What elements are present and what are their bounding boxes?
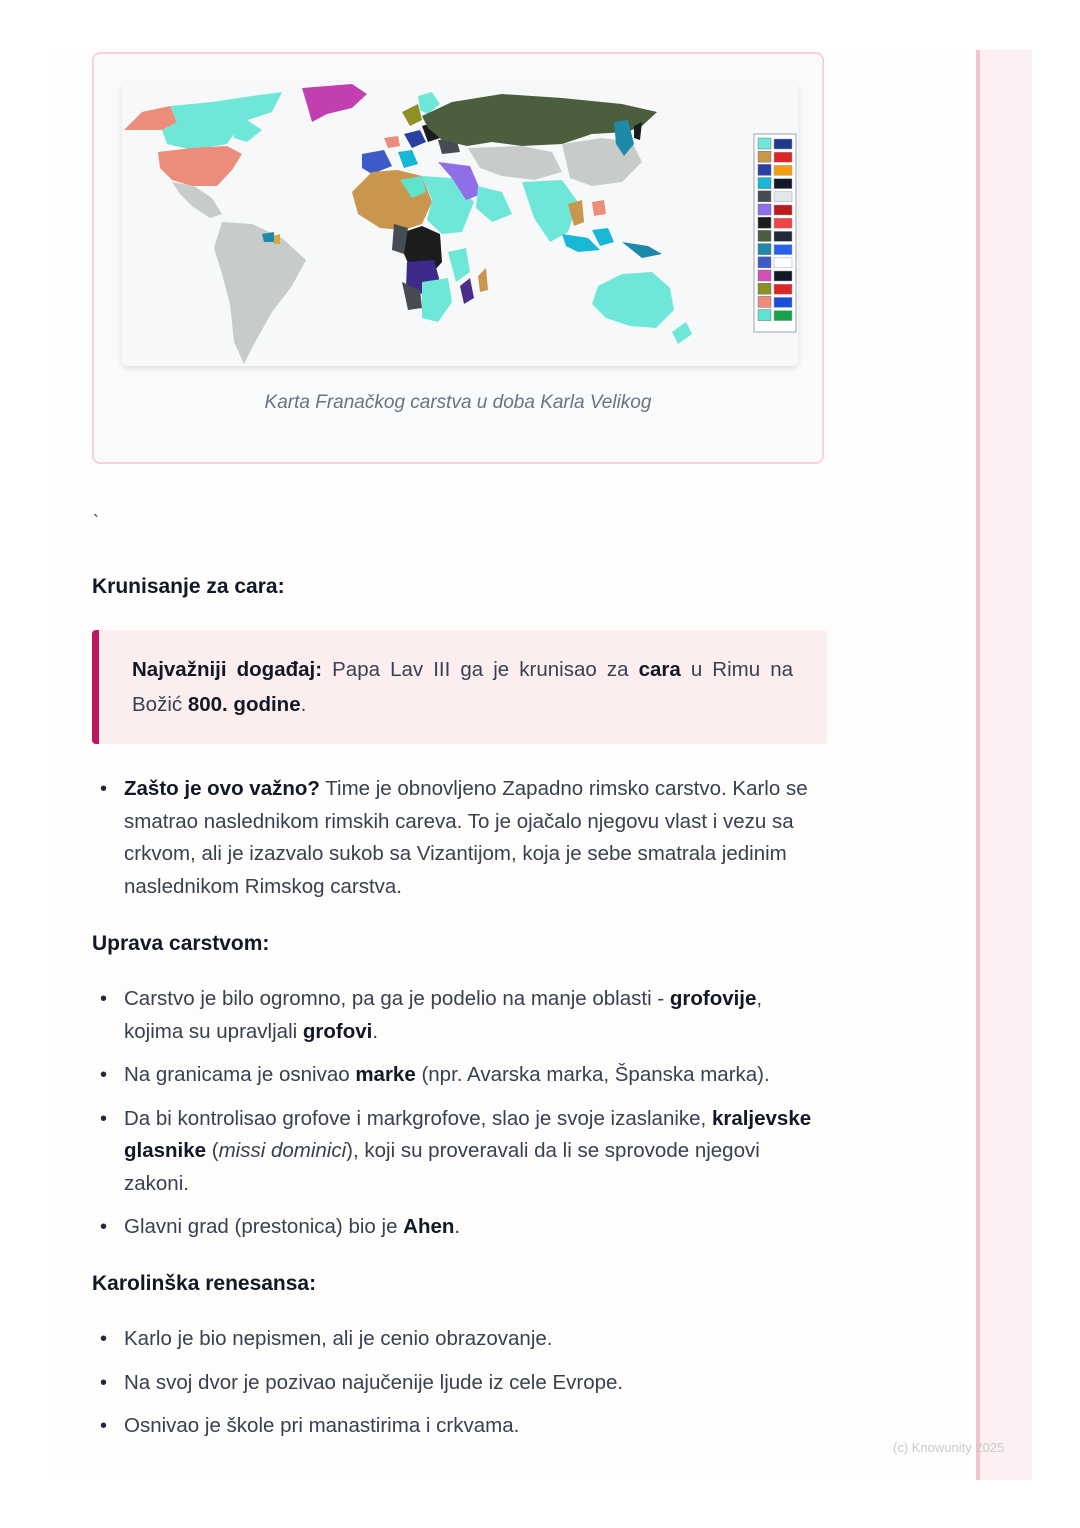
legend-flag-icon	[774, 139, 792, 149]
world-map-image	[122, 82, 798, 366]
copyright-notice: (c) Knowunity 2025	[893, 1440, 1005, 1455]
legend-swatch	[758, 230, 771, 241]
side-rail	[976, 50, 1032, 1480]
legend-flag-icon	[774, 297, 792, 307]
legend-swatch	[758, 151, 771, 162]
list-item: • Glavni grad (prestonica) bio je Ahen.	[92, 1211, 827, 1244]
legend-swatch	[758, 191, 771, 202]
legend-flag-icon	[774, 284, 792, 294]
legend-swatch	[758, 283, 771, 294]
legend-swatch	[758, 296, 771, 307]
administration-list	[92, 983, 827, 1255]
legend-swatch	[758, 257, 771, 268]
renaissance-list	[92, 1323, 827, 1454]
legend-swatch	[758, 270, 771, 281]
list-item: • Karlo je bio nepismen, ali je cenio obrazovanje.	[92, 1323, 827, 1356]
legend-swatch	[758, 217, 771, 228]
map-caption: Karta Franačkog carstva u doba Karla Velikog	[264, 392, 652, 413]
legend-flag-icon	[774, 179, 792, 189]
heading-krunisanje: Krunisanje za cara:	[92, 575, 285, 598]
legend-flag-icon	[774, 311, 792, 321]
legend-flag-icon	[774, 165, 792, 175]
list-item: • Carstvo je bilo ogromno, pa ga je podelio na manje oblasti - grofovije, kojima su upravljali grofovi.	[92, 983, 827, 1048]
legend-flag-icon	[774, 245, 792, 255]
list-item: • Da bi kontrolisao grofove i markgrofove, slao je svoje izaslanike, kraljevske glasnike (missi dominici), koji su proveravali da li se sprovode njegovi zakoni.	[92, 1103, 827, 1201]
importance-list	[92, 773, 827, 914]
legend-flag-icon	[774, 218, 792, 228]
heading-uprava: Uprava carstvom:	[92, 932, 270, 955]
legend-swatch	[758, 310, 771, 321]
legend-swatch	[758, 204, 771, 215]
legend-flag-icon	[774, 271, 792, 281]
legend-swatch	[758, 164, 771, 175]
list-item: • Osnivao je škole pri manastirima i crkvama.	[92, 1410, 827, 1443]
colonial-world-map	[122, 82, 798, 366]
heading-renesansa: Karolinška renesansa:	[92, 1272, 317, 1295]
side-rail-line	[976, 50, 980, 1480]
callout-label: Najvažniji događaj:	[132, 658, 323, 681]
list-item: • Na granicama je osnivao marke (npr. Avarska marka, Španska marka).	[92, 1059, 827, 1092]
legend-flag-icon	[774, 192, 792, 202]
legend-flag-icon	[774, 205, 792, 215]
map-figure	[92, 52, 824, 464]
legend-swatch	[758, 138, 771, 149]
list-item: • Zašto je ovo važno? Time je obnovljeno Zapadno rimsko carstvo. Karlo se smatrao naslednikom rimskih careva. To je ojačalo njegovu vlast i vezu sa crkvom, ali je izazvalo sukob sa Vizantijom, koja je sebe smatrala jedinim naslednikom Rimskog carstva.	[92, 773, 827, 903]
legend-flag-icon	[774, 152, 792, 162]
stray-mark: `	[93, 512, 99, 532]
legend-flag-icon	[774, 231, 792, 241]
list-item: • Na svoj dvor je pozivao najučenije ljude iz cele Evrope.	[92, 1367, 827, 1400]
legend-swatch	[758, 178, 771, 189]
legend-flag-icon	[774, 258, 792, 268]
legend-swatch	[758, 244, 771, 255]
key-event-callout: Najvažniji događaj: Papa Lav III ga je krunisao za cara u Rimu na Božić 800. godine.	[92, 630, 827, 744]
